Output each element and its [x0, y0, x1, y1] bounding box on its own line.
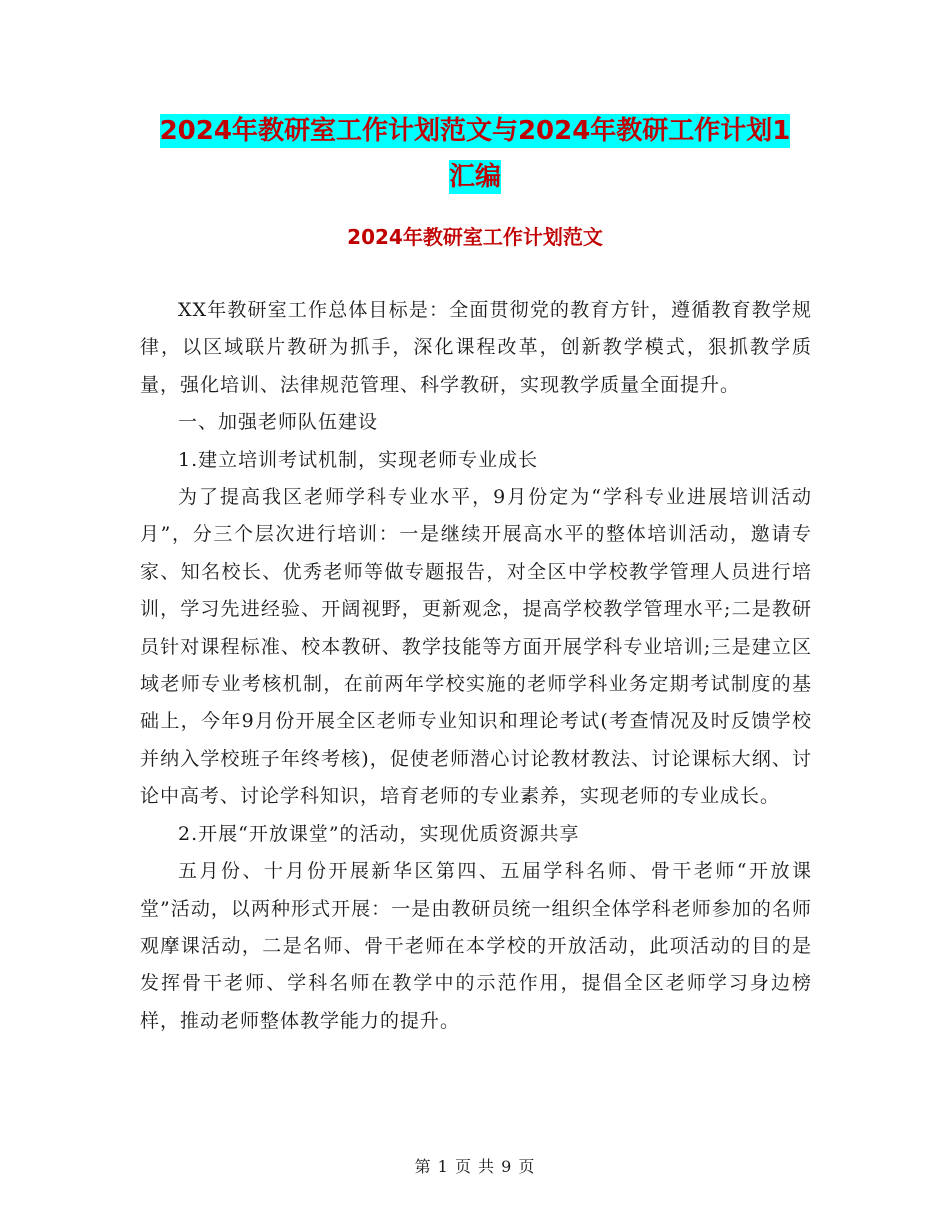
- heading-open-classroom: 2.开展“开放课堂”的活动，实现优质资源共享: [178, 822, 580, 845]
- document-title: [140, 108, 810, 200]
- paragraph-intro: XX年教研室工作总体目标是：全面贯彻党的教育方针，遵循教育教学规律，以区域联片教研为抓手，深化课程改革，创新教学模式，狠抓教学质量，强化培训、法律规范管理、科学教研，实现教学质量全面提升。: [140, 299, 812, 396]
- page-footer: 第 1 页 共 9 页: [414, 1157, 536, 1176]
- title-line-2: 汇编: [448, 162, 501, 192]
- title-line-1: 2024年教研室工作计划范文与2024年教研工作计划1: [159, 116, 791, 146]
- document-body: [140, 292, 812, 1040]
- section-title: 2024年教研室工作计划范文: [347, 225, 603, 249]
- heading-teacher-team: 一、加强老师队伍建设: [178, 411, 379, 434]
- heading-training-exam: 1.建立培训考试机制，实现老师专业成长: [178, 448, 539, 471]
- paragraph-training: 为了提高我区老师学科专业水平，9月份定为“学科专业进展培训活动月”，分三个层次进行培训：一是继续开展高水平的整体培训活动，邀请专家、知名校长、优秀老师等做专题报告，对全区中学校教学管理人员进行培训，学习先进经验、开阔视野，更新观念，提高学校教学管理水平;二是教研员针对课程标准、校本教研、教学技能等方面开展学科专业培训;三是建立区域老师专业考核机制，在前两年学校实施的老师学科业务定期考试制度的基础上，今年9月份开展全区老师专业知识和理论考试(考查情况及时反馈学校并纳入学校班子年终考核)，促使老师潜心讨论教材教法、讨论课标大纲、讨论中高考、讨论学科知识，培育老师的专业素养，实现老师的专业成长。: [140, 486, 812, 808]
- paragraph-open-classroom: 五月份、十月份开展新华区第四、五届学科名师、骨干老师“开放课堂”活动，以两种形式开展：一是由教研员统一组织全体学科老师参加的名师观摩课活动，二是名师、骨干老师在本学校的开放活动，此项活动的目的是发挥骨干老师、学科名师在教学中的示范作用，提倡全区老师学习身边榜样，推动老师整体教学能力的提升。: [140, 860, 812, 1032]
